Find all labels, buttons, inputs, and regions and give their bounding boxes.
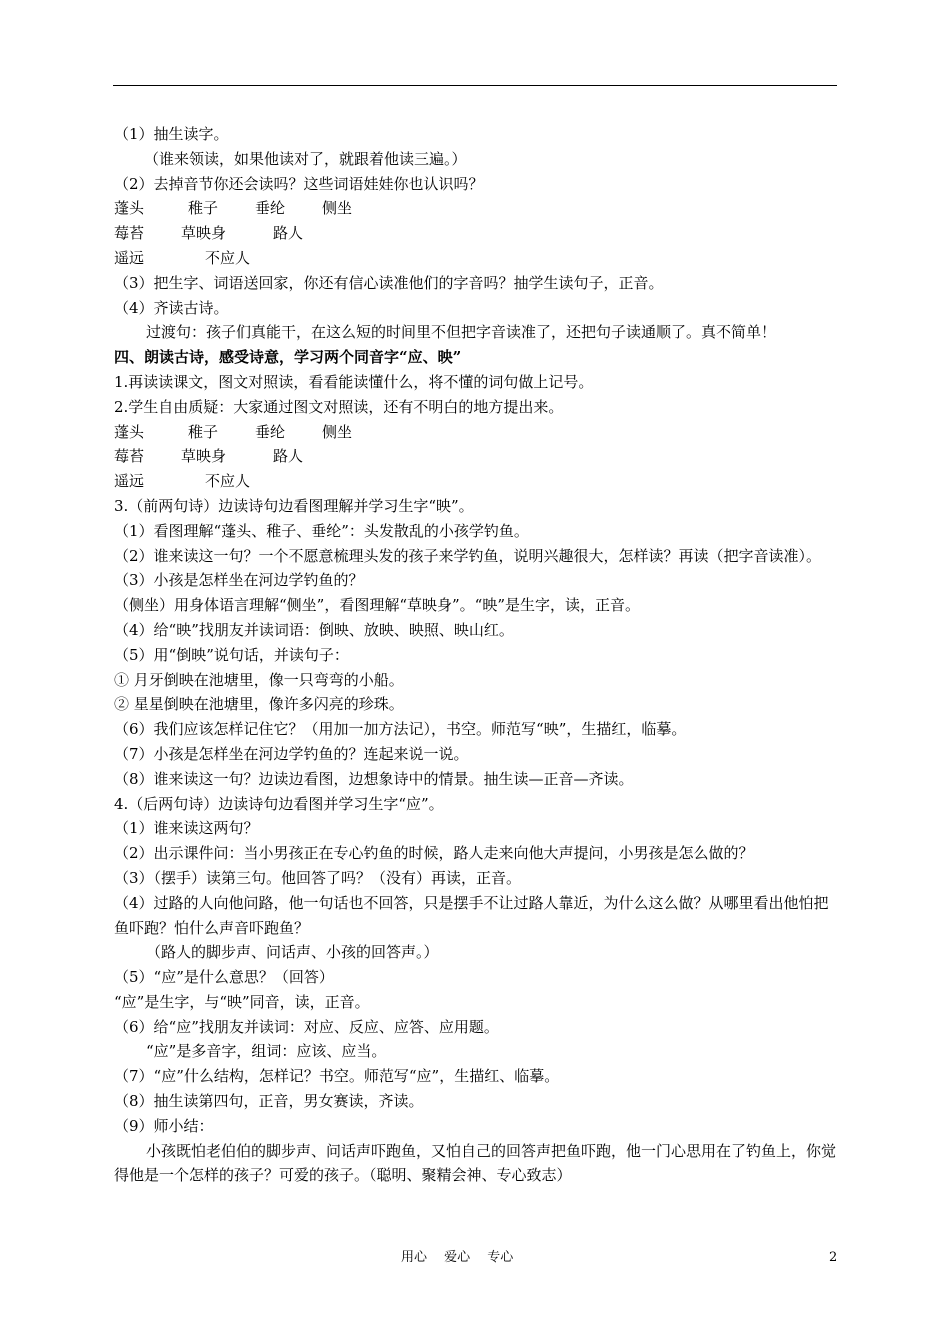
text-line: （3）小孩是怎样坐在河边学钓鱼的？ <box>114 571 364 590</box>
text-line: （2）出示课件问：当小男孩正在专心钓鱼的时候，路人走来向他大声提问，小男孩是怎么做的？ <box>114 844 754 863</box>
text-line: （8）谁来读这一句？边读边看图，边想象诗中的情景。抽生读—正音—齐读。 <box>114 769 634 788</box>
page-number: 2 <box>829 1250 838 1265</box>
vocab-row <box>114 221 840 246</box>
text-line: （5）“应”是什么意思？（回答） <box>114 968 334 987</box>
text-paragraph: （2）谁来读这一句？一个不愿意梳理头发的孩子来学钓鱼，说明兴趣很大，怎样读？再读（把字音读准）。 <box>114 546 822 565</box>
text-line: ① 月牙倒映在池塘里，像一只弯弯的小船。 <box>114 670 404 689</box>
text-line: （3）（摆手）读第三句。他回答了吗？（没有）再读，正音。 <box>114 868 522 887</box>
vocab-word: 稚子 <box>188 422 219 441</box>
text-line: 4.（后两句诗）边读诗句边看图并学习生字“应”。 <box>114 794 444 813</box>
text-paragraph: （4）过路的人向他问路，他一句话也不回答，只是摆手不让过路人靠近，为什么这么做？从哪里看出他怕把鱼吓跑？怕什么声音吓跑鱼？ <box>114 893 829 937</box>
text-line: “应”是生字，与“映”同音，读，正音。 <box>114 992 370 1011</box>
text-line: （6）给“应”找朋友并读词：对应、反应、应答、应用题。 <box>114 1017 499 1036</box>
vocab-row <box>114 420 840 445</box>
section-heading: 四、朗读古诗，感受诗意，学习两个同音字“应、映” <box>114 348 462 367</box>
vocab-word: 路人 <box>273 224 304 243</box>
text-line: “应”是多音字，组词：应该、应当。 <box>146 1042 387 1061</box>
vocab-word: 不应人 <box>205 248 251 267</box>
vocab-word: 垂纶 <box>255 199 286 218</box>
text-line: 1.再读读课文，图文对照读，看看能读懂什么，将不懂的词句做上记号。 <box>114 372 594 391</box>
text-line: （8）抽生读第四句，正音，男女赛读，齐读。 <box>114 1092 424 1111</box>
vocab-word: 莓苔 <box>114 447 145 466</box>
text-line: （1）谁来读这两句？ <box>114 819 259 838</box>
vocab-word: 草映身 <box>181 447 227 466</box>
vocab-word: 草映身 <box>181 224 227 243</box>
text-line: （1）看图理解“蓬头、稚子、垂纶”：头发散乱的小孩学钓鱼。 <box>114 521 529 540</box>
text-line: （5）用“倒映”说句话，并读句子： <box>114 645 349 664</box>
document-body <box>114 122 840 1188</box>
vocab-word: 侧坐 <box>322 422 353 441</box>
vocab-row <box>114 196 840 221</box>
text-line: ② 星星倒映在池塘里，像许多闪亮的珍珠。 <box>114 695 404 714</box>
text-line: （2）去掉音节你还会读吗？这些词语娃娃你也认识吗？ <box>114 174 484 193</box>
text-line: （7）小孩是怎样坐在河边学钓鱼的？连起来说一说。 <box>114 744 469 763</box>
text-line: （路人的脚步声、问话声、小孩的回答声。） <box>146 943 439 962</box>
vocab-word: 遥远 <box>114 248 145 267</box>
vocab-word: 路人 <box>273 447 304 466</box>
vocab-word: 莓苔 <box>114 224 145 243</box>
footer-motto: 用心 爱心 专心 <box>401 1250 514 1265</box>
text-line: （4）齐读古诗。 <box>114 298 229 317</box>
vocab-row <box>114 444 840 469</box>
text-line: 3.（前两句诗）边读诗句边看图理解并学习生字“映”。 <box>114 496 474 515</box>
text-line: （谁来领读，如果他读对了，就跟着他读三遍。） <box>144 149 467 168</box>
text-line: （3）把生字、词语送回家，你还有信心读准他们的字音吗？抽学生读句子，正音。 <box>114 273 664 292</box>
text-line: （1）抽生读字。 <box>114 125 229 143</box>
vocab-row <box>114 469 840 494</box>
text-line: （侧坐）用身体语言理解“侧坐”，看图理解“草映身”。“映”是生字，读，正音。 <box>114 596 641 615</box>
vocab-word: 垂纶 <box>255 422 286 441</box>
text-line: 2.学生自由质疑：大家通过图文对照读，还有不明白的地方提出来。 <box>114 397 564 416</box>
text-line: （7）“应”什么结构，怎样记？书空。师范写“应”，生描红、临摹。 <box>114 1067 560 1086</box>
vocab-word: 蓬头 <box>114 199 145 218</box>
vocab-word: 遥远 <box>114 472 145 491</box>
vocab-word: 稚子 <box>188 199 219 218</box>
text-paragraph: 小孩既怕老伯伯的脚步声、问话声吓跑鱼，又怕自己的回答声把鱼吓跑，他一门心思用在了钓鱼上，你觉得他是一个怎样的孩子？可爱的孩子。（聪明、聚精会神、专心致志） <box>114 1141 837 1185</box>
text-line: （4）给“映”找朋友并读词语：倒映、放映、映照、映山红。 <box>114 620 514 639</box>
vocab-word: 蓬头 <box>114 422 145 441</box>
vocab-word: 不应人 <box>205 472 251 491</box>
text-line: （9）师小结： <box>114 1116 214 1135</box>
text-line: 过渡句：孩子们真能干，在这么短的时间里不但把字音读准了，还把句子读通顺了。真不简单！ <box>146 323 777 342</box>
vocab-word: 侧坐 <box>322 199 353 218</box>
header-rule <box>113 85 837 86</box>
vocab-row <box>114 246 840 271</box>
text-line: （6）我们应该怎样记住它？（用加一加方法记），书空。师范写“映”，生描红，临摹。 <box>114 720 687 739</box>
